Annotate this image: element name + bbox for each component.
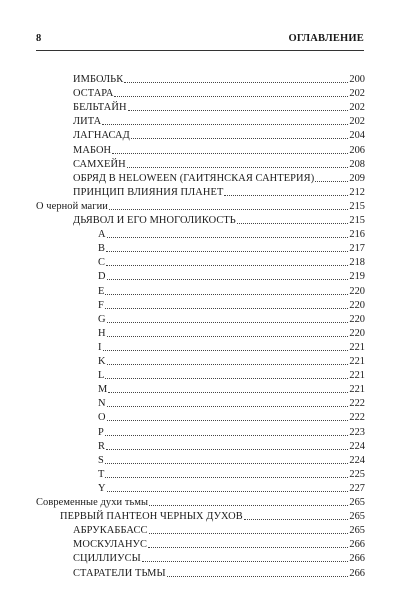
dot-leader [108,392,348,393]
dot-leader [105,308,349,309]
toc-entry [73,538,365,551]
dot-leader [148,547,348,548]
toc-entry-title: МОСКУЛАНУС [73,539,148,551]
dot-leader [103,350,349,351]
dot-leader [124,82,348,83]
toc-entry-title: K [98,356,106,367]
toc-entry-page: 216 [349,229,365,241]
toc-entry-page: 204 [349,130,365,142]
toc-entry-title: СТАРАТЕЛИ ТЬМЫ [73,567,166,579]
toc-entry-title: БЕЛЬТАЙН [73,102,127,114]
toc-entry [73,567,365,580]
toc-entry-page: 265 [349,525,365,537]
toc-entry [60,510,365,523]
toc-entry-title: B [98,243,106,255]
dot-leader [107,406,349,407]
toc-entry-title: ПЕРВЫЙ ПАНТЕОН ЧЕРНЫХ ДУХОВ [60,511,243,523]
dot-leader [128,110,349,111]
dot-leader [244,519,349,520]
toc-entry-title: Y [98,482,106,494]
dot-leader [109,209,348,210]
toc-entry [98,355,365,368]
toc-entry-title: G [98,313,106,325]
dot-leader [112,153,348,154]
dot-leader [107,491,349,492]
toc-entry [98,482,365,495]
toc-entry-title: T [98,468,105,480]
toc-entry-title: R [98,440,106,452]
toc-entry [36,496,365,509]
dot-leader [105,294,348,295]
toc-entry-page: 222 [349,398,365,410]
toc-entry [98,397,365,410]
toc-entry-title: ОБРЯД В HELOWEEN (ГАИТЯНСКАЯ САНТЕРИЯ) [73,172,315,184]
dot-leader [106,251,348,252]
toc-entry-title: ИМБОЛЬК [73,74,124,85]
toc-entry-title: ОСТАРА [73,88,114,100]
dot-leader [107,364,349,365]
toc-entry [73,144,365,157]
toc-entry [98,327,365,340]
dot-leader [149,533,349,534]
running-title: ОГЛАВЛЕНИЕ [288,33,364,44]
toc-entry [73,552,365,565]
toc-entry [73,87,365,100]
toc-entry [98,369,365,382]
dot-leader [142,561,349,562]
toc-entry-page: 209 [349,172,365,184]
toc-entry-title: Современные духи тьмы [36,497,149,508]
dot-leader [105,463,349,464]
toc-entry-page: 220 [349,299,365,311]
toc-entry [98,426,365,439]
dot-leader [237,223,349,224]
toc-entry-title: A [98,229,106,241]
toc-entry-title: M [98,384,108,396]
toc-entry-title: C [98,257,106,269]
toc-entry-page: 221 [349,356,365,367]
toc-entry-title: S [98,454,104,466]
dot-leader [102,124,348,125]
toc-entry [73,186,365,199]
dot-leader [107,420,349,421]
toc-entry-page: 208 [349,158,365,170]
dot-leader [106,265,348,266]
toc-entry-page: 221 [349,370,365,382]
toc-entry [73,524,365,537]
toc-entry-page: 225 [349,468,365,480]
toc-entry-page: 219 [349,271,365,283]
toc-entry-page: 220 [349,327,365,339]
toc-entry-page: 220 [349,285,365,297]
dot-leader [149,505,348,506]
dot-leader [105,477,348,478]
toc-entry-page: 218 [349,257,365,269]
toc-entry-page: 217 [349,243,365,255]
toc-entry-title: ЛИТА [73,116,102,128]
dot-leader [114,96,348,97]
toc-entry [98,270,365,283]
toc-entry-title: АБРУКАББАСС [73,525,148,537]
dot-leader [131,138,349,139]
toc-entry [98,228,365,241]
toc-entry-title: F [98,299,104,311]
toc-entry-title: МАБОН [73,144,112,156]
toc-entry-page: 200 [349,74,365,85]
toc-entry-page: 202 [349,88,365,100]
toc-entry [73,73,365,86]
dot-leader [107,336,349,337]
dot-leader [315,181,348,182]
toc-entry-page: 202 [349,102,365,114]
toc-entry [98,454,365,467]
toc-entry [98,242,365,255]
toc-entry-title: ЛАГНАСАД [73,130,130,142]
toc-entry [73,172,365,185]
dot-leader [105,378,348,379]
toc-entry-page: 265 [349,511,365,523]
dot-leader [105,435,349,436]
toc-entry-title: D [98,271,106,283]
dot-leader [106,449,348,450]
toc-entry-page: 222 [349,412,365,424]
toc-entry [98,256,365,269]
toc-entry-page: 221 [349,384,365,396]
toc-entry [98,383,365,396]
toc-entry-page: 215 [349,200,365,212]
toc-entry [98,411,365,424]
toc-entry-page: 266 [349,553,365,565]
toc-entry-title: ПРИНЦИП ВЛИЯНИЯ ПЛАНЕТ [73,186,224,198]
toc-entry-page: 221 [349,341,365,353]
toc-entry-page: 202 [349,116,365,128]
toc-entry [36,200,365,213]
toc-entry [98,440,365,453]
toc-entry-page: 227 [349,482,365,494]
toc-entry [98,313,365,326]
dot-leader [107,279,349,280]
toc-entry [98,299,365,312]
dot-leader [167,576,349,577]
dot-leader [107,237,349,238]
toc-entry [98,468,365,481]
toc-entry-page: 206 [349,144,365,156]
toc-entry [98,341,365,354]
toc-entry-title: P [98,426,104,438]
toc-entry-title: O [98,412,106,424]
toc-entry [73,158,365,171]
page-number: 8 [36,33,42,44]
toc-entry-title: L [98,370,105,382]
toc-entry [73,115,365,128]
toc-entry [73,214,365,227]
toc-entry-page: 266 [349,539,365,551]
toc-entry-page: 223 [349,426,365,438]
page-header [36,33,364,49]
toc-entry-title: СЦИЛЛИУСЫ [73,553,141,565]
dot-leader [224,195,348,196]
header-divider [36,50,364,51]
toc-entry-page: 215 [349,215,365,226]
toc-entry-page: 266 [349,567,365,579]
toc-entry-title: N [98,398,106,410]
toc-entry-page: 224 [349,454,365,466]
toc-entry [73,129,365,142]
toc-entry-title: I [98,341,102,353]
toc-entry [73,101,365,114]
toc-entry-title: САМХЕЙН [73,158,126,170]
toc-entry-page: 212 [349,186,365,198]
toc-entry-title: О черной магии [36,200,108,212]
dot-leader [127,167,349,168]
toc-entry-page: 224 [349,440,365,452]
toc-entry-title: E [98,285,105,297]
toc-entry [98,285,365,298]
toc-entry-page: 220 [349,313,365,325]
toc-entry-title: ДЬЯВОЛ И ЕГО МНОГОЛИКОСТЬ [73,215,236,226]
toc-entry-title: H [98,327,106,339]
toc-entry-page: 265 [349,497,365,508]
dot-leader [107,322,349,323]
